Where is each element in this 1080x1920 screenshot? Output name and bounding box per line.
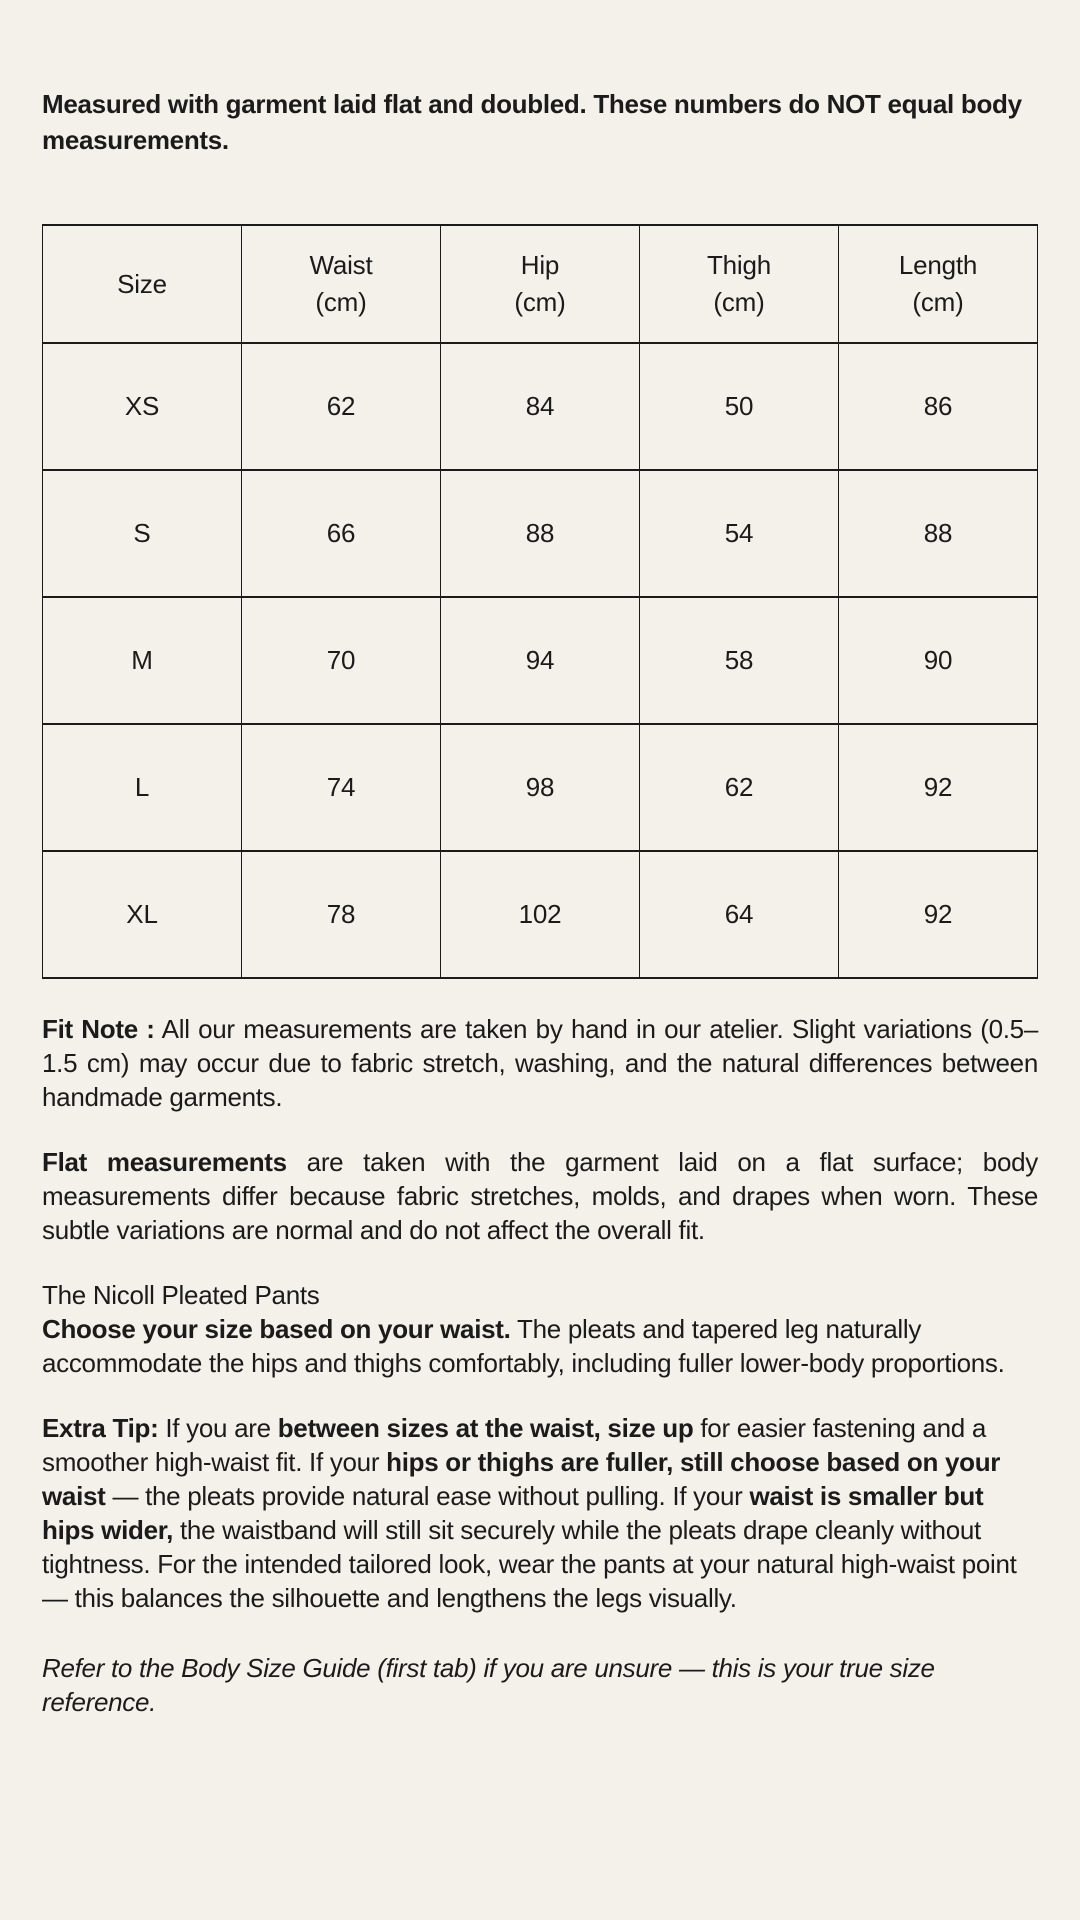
- fit-note-text: All our measurements are taken by hand in our atelier. Slight variations (0.5–1.5 cm) may occur due to fabric stretch, washing, and the natural differences between handmade garments.: [42, 1014, 1038, 1112]
- cell-length: 88: [839, 470, 1038, 597]
- header-unit: (cm): [912, 287, 964, 317]
- table-row-l: [43, 724, 1038, 851]
- cell-waist: 70: [242, 597, 441, 724]
- cell-thigh: 54: [640, 470, 839, 597]
- cell-thigh: 50: [640, 343, 839, 470]
- table-row-s: [43, 470, 1038, 597]
- sizing-advice-lead: Choose your size based on your waist.: [42, 1314, 511, 1344]
- flat-measurements-text: are taken with the garment laid on a flat surface; body measurements differ because fabric stretches, molds, and drapes when worn. These subtle variations are normal and do not affect the overall fit.: [42, 1147, 1038, 1245]
- extra-tip-text: the waistband will still sit securely while the pleats drape cleanly without tightness. For the intended tailored look, wear the pants at your natural high-waist point — this balances the silhouette and lengthens the legs visually.: [42, 1515, 1017, 1613]
- header-cell-length: [839, 225, 1038, 343]
- cell-waist: 78: [242, 851, 441, 978]
- extra-tip-label: Extra Tip:: [42, 1413, 159, 1443]
- fit-note-label: Fit Note :: [42, 1014, 155, 1044]
- extra-tip-text: If you are: [158, 1413, 278, 1443]
- table-row-xs: [43, 343, 1038, 470]
- extra-tip-emphasis: between sizes at the waist, size up: [277, 1413, 694, 1443]
- size-table-header: [43, 225, 1038, 343]
- cell-length: 92: [839, 851, 1038, 978]
- header-cell-hip: [441, 225, 640, 343]
- header-label: Length: [898, 250, 978, 280]
- garment-size-table: [42, 224, 1038, 979]
- sizing-advice-text: The pleats and tapered leg naturally accommodate the hips and thighs comfortably, including fuller lower-body proportions.: [42, 1314, 1005, 1378]
- cell-hip: 88: [441, 470, 640, 597]
- flat-measurements-label: Flat measurements: [42, 1147, 287, 1177]
- header-unit: (cm): [713, 287, 765, 317]
- header-label: Waist: [309, 250, 373, 280]
- cell-hip: 102: [441, 851, 640, 978]
- table-row-xl: [43, 851, 1038, 978]
- extra-tip-emphasis: waist is smaller but hips wider,: [42, 1481, 984, 1545]
- header-cell-thigh: [640, 225, 839, 343]
- cell-thigh: 62: [640, 724, 839, 851]
- cell-waist: 66: [242, 470, 441, 597]
- cell-waist: 74: [242, 724, 441, 851]
- cell-thigh: 58: [640, 597, 839, 724]
- header-cell-size: [43, 225, 242, 343]
- header-unit: (cm): [315, 287, 367, 317]
- extra-tip-paragraph: [42, 1411, 1038, 1615]
- table-row-m: [43, 597, 1038, 724]
- cell-length: 86: [839, 343, 1038, 470]
- extra-tip-text: for easier fastening and a smoother high-waist fit. If your: [42, 1413, 986, 1477]
- cell-thigh: 64: [640, 851, 839, 978]
- cell-length: 92: [839, 724, 1038, 851]
- header-label: Size: [117, 268, 167, 299]
- body-size-guide-reference: Refer to the Body Size Guide (first tab) if you are unsure — this is your true size reference.: [42, 1653, 935, 1717]
- product-title: The Nicoll Pleated Pants: [42, 1280, 320, 1310]
- product-sizing-paragraph: [42, 1278, 1038, 1380]
- measurement-disclaimer: Measured with garment laid flat and doubled. These numbers do NOT equal body measurements.: [42, 89, 1022, 155]
- cell-size: L: [43, 724, 242, 851]
- cell-size: M: [43, 597, 242, 724]
- extra-tip-text: — the pleats provide natural ease without pulling. If your: [105, 1481, 750, 1511]
- fit-note-paragraph: [42, 1012, 1038, 1114]
- extra-tip-emphasis: hips or thighs are fuller, still choose based on your waist: [42, 1447, 1001, 1511]
- cell-waist: 62: [242, 343, 441, 470]
- cell-size: XS: [43, 343, 242, 470]
- header-unit: (cm): [514, 287, 566, 317]
- cell-length: 90: [839, 597, 1038, 724]
- cell-hip: 98: [441, 724, 640, 851]
- cell-size: S: [43, 470, 242, 597]
- header-row: [43, 225, 1038, 343]
- cell-hip: 84: [441, 343, 640, 470]
- flat-measurements-paragraph: [42, 1145, 1038, 1247]
- cell-size: XL: [43, 851, 242, 978]
- cell-hip: 94: [441, 597, 640, 724]
- header-label: Thigh: [706, 250, 772, 280]
- header-cell-waist: [242, 225, 441, 343]
- header-label: Hip: [520, 250, 560, 280]
